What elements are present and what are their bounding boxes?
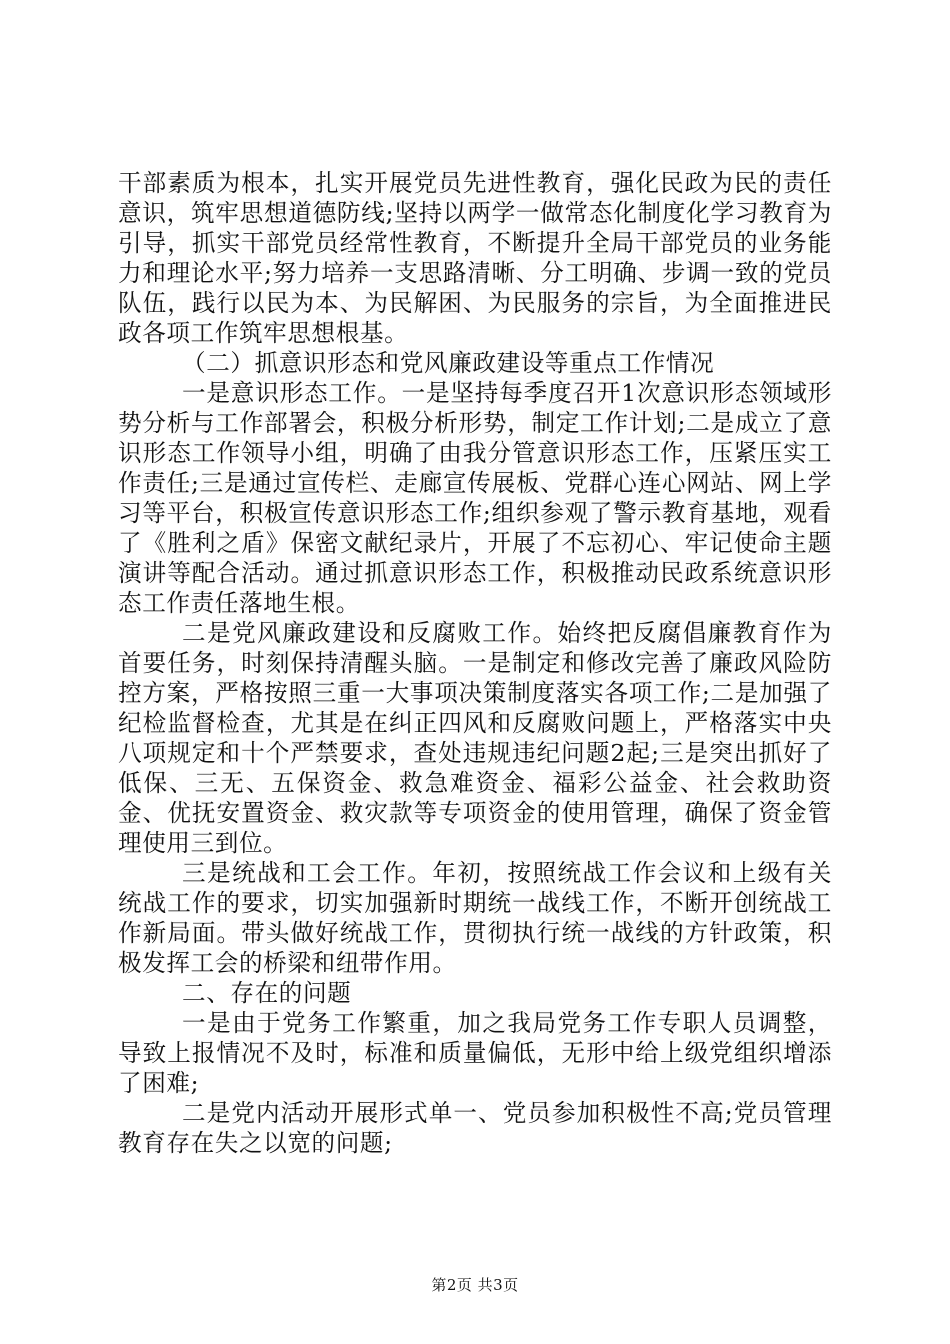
paragraph-1: 干部素质为根本，扎实开展党员先进性教育，强化民政为民的责任意识，筑牢思想道德防线;坚持以两学一做常态化制度化学习教育为引导，抓实干部党员经常性教育，不断提升全局干部党员的业务能力和理论水平;努力培养一支思路清晰、分工明确、步调一致的党员队伍，践行以民为本、为民解困、为民服务的宗旨，为全面推进民政各项工作筑牢思想根基。	[118, 169, 832, 347]
document-body	[118, 168, 832, 1158]
paragraph-ideology-work: 一是意识形态工作。一是坚持每季度召开1次意识形态领域形势分析与工作部署会，积极分析形势，制定工作计划;二是成立了意识形态工作领导小组，明确了由我分管意识形态工作，压紧压实工作责任;三是通过宣传栏、走廊宣传展板、党群心连心网站、网上学习等平台，积极宣传意识形态工作;组织参观了警示教育基地，观看了《胜利之盾》保密文献纪录片，开展了不忘初心、牢记使命主题演讲等配合活动。通过抓意识形态工作，积极推动民政系统意识形态工作责任落地生根。	[118, 379, 832, 617]
page-number: 第2页 共3页	[431, 1276, 519, 1294]
paragraph-problem-1: 一是由于党务工作繁重，加之我局党务工作专职人员调整，导致上报情况不及时，标准和质量偏低，无形中给上级党组织增添了困难;	[118, 1009, 832, 1097]
section-heading-problems: 二、存在的问题	[182, 979, 352, 1007]
paragraph-problem-2: 二是党内活动开展形式单一、党员参加积极性不高;党员管理教育存在失之以宽的问题;	[118, 1099, 832, 1157]
paragraph-anti-corruption: 二是党风廉政建设和反腐败工作。始终把反腐倡廉教育作为首要任务，时刻保持清醒头脑。一是制定和修改完善了廉政风险防控方案，严格按照三重一大事项决策制度落实各项工作;二是加强了纪检监督检查，尤其是在纠正四风和反腐败问题上，严格落实中央八项规定和十个严禁要求，查处违规违纪问题2起;三是突出抓好了低保、三无、五保资金、救急难资金、福彩公益金、社会救助资金、优抚安置资金、救灾款等专项资金的使用管理，确保了资金管理使用三到位。	[118, 619, 832, 857]
page-footer	[0, 1275, 950, 1295]
paragraph-united-front: 三是统战和工会工作。年初，按照统战工作会议和上级有关统战工作的要求，切实加强新时期统一战线工作，不断开创统战工作新局面。带头做好统战工作，贯彻执行统一战线的方针政策，积极发挥工会的桥梁和纽带作用。	[118, 859, 832, 977]
section-heading-ideology: （二）抓意识形态和党风廉政建设等重点工作情况	[182, 349, 715, 377]
